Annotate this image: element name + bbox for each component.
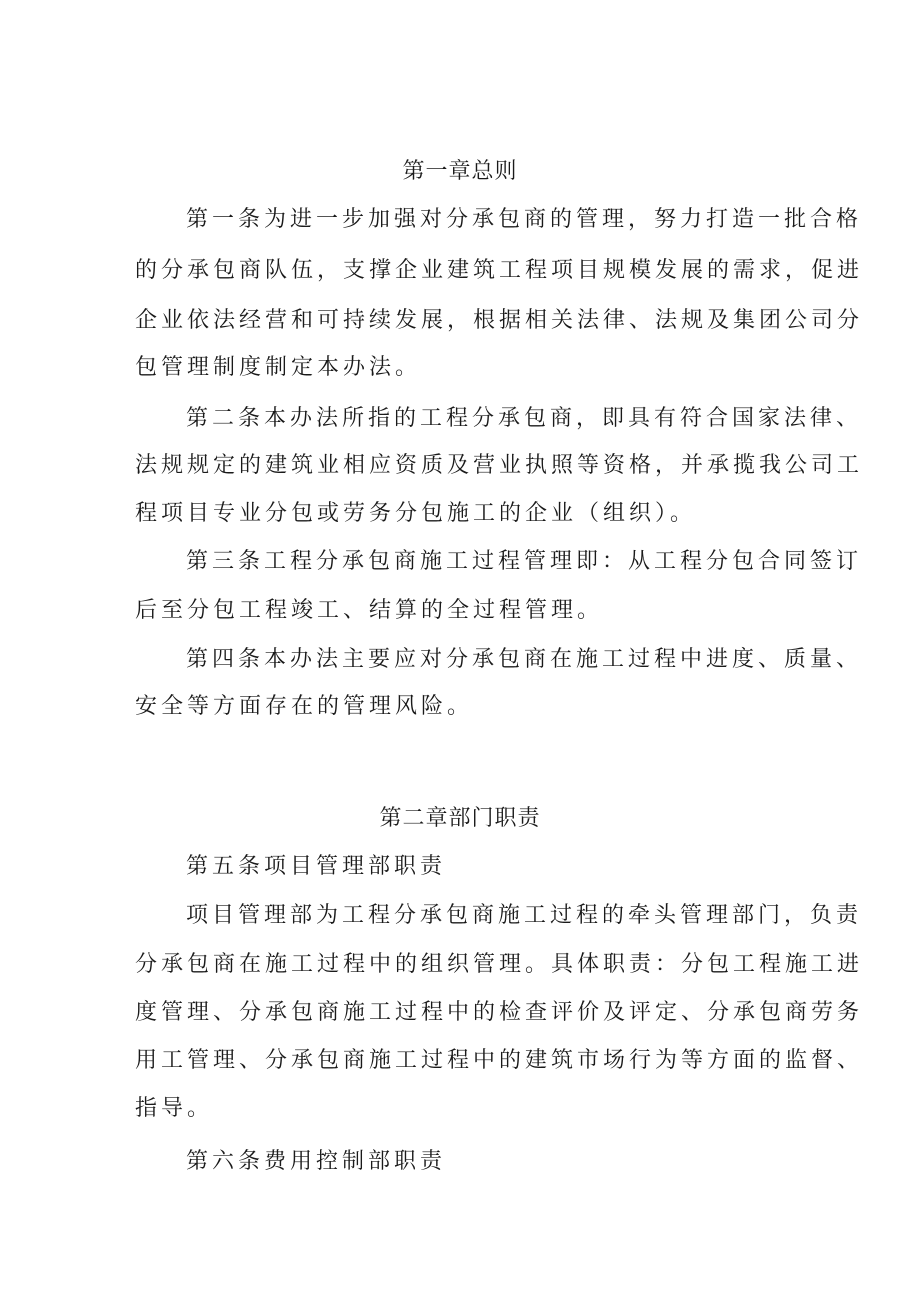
chapter-1-title: 第一章总则 (402, 159, 518, 184)
article-5-title: 第五条项目管理部职责 (186, 854, 447, 879)
article-5-line-2: 分承包商在施工过程中的组织管理。具体职责：分包工程施工进 (135, 952, 864, 977)
article-4-line-2: 安全等方面存在的管理风险。 (135, 694, 474, 719)
article-5-line-3: 度管理、分承包商施工过程中的检查评价及评定、分承包商劳务 (135, 1000, 864, 1025)
article-4-line-1: 第四条本办法主要应对分承包商在施工过程中进度、质量、 (186, 647, 863, 672)
article-5-line-5: 指导。 (135, 1096, 214, 1121)
article-2-line-3: 程项目专业分包或劳务分包施工的企业（组织）。 (135, 501, 697, 526)
article-1-line-4: 包管理制度制定本办法。 (135, 355, 422, 380)
article-5-line-4: 用工管理、分承包商施工过程中的建筑市场行为等方面的监督、 (135, 1048, 864, 1073)
article-3-line-1: 第三条工程分承包商施工过程管理即：从工程分包合同签订 (186, 549, 863, 574)
article-5-line-1: 项目管理部为工程分承包商施工过程的牵头管理部门，负责 (186, 903, 863, 928)
chapter-2-title: 第二章部门职责 (379, 806, 541, 831)
article-1-line-1: 第一条为进一步加强对分承包商的管理，努力打造一批合格 (186, 207, 863, 232)
article-2-line-2: 法规规定的建筑业相应资质及营业执照等资格，并承揽我公司工 (135, 453, 864, 478)
article-2-line-1: 第二条本办法所指的工程分承包商，即具有符合国家法律、 (186, 406, 863, 431)
article-6-title: 第六条费用控制部职责 (186, 1149, 447, 1174)
article-3-line-2: 后至分包工程竣工、结算的全过程管理。 (135, 598, 604, 623)
article-1-line-2: 的分承包商队伍，支撑企业建筑工程项目规模发展的需求，促进 (135, 258, 864, 283)
article-1-line-3: 企业依法经营和可持续发展，根据相关法律、法规及集团公司分 (135, 308, 864, 333)
